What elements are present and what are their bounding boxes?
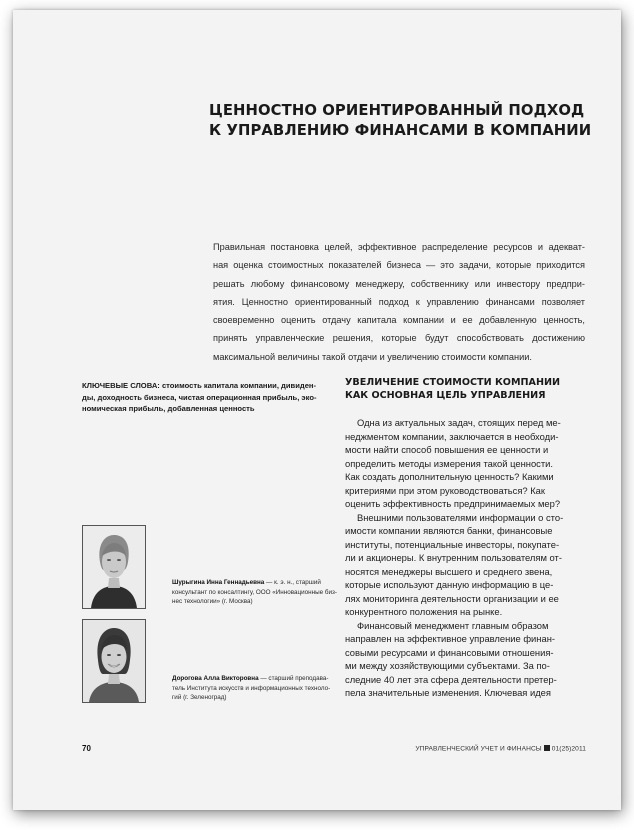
author-caption-1 xyxy=(172,578,352,607)
body-line: лях мониторинга деятельности организации и ее xyxy=(345,592,559,604)
author-caption-2 xyxy=(172,674,352,703)
section-heading-line: УВЕЛИЧЕНИЕ СТОИМОСТИ КОМПАНИИ xyxy=(345,377,561,388)
author-info: — к. э. н., старший xyxy=(264,579,321,586)
lead-line: ятия. Ценностно ориентированный подход к управлению финансами позволяет xyxy=(213,296,585,307)
author-photo-2 xyxy=(82,619,146,703)
body-line: имости компании являются банки, финансовые xyxy=(345,525,553,536)
author-portrait-icon xyxy=(83,526,145,608)
keywords-line: номическая прибыль, добавленная ценность xyxy=(82,404,255,413)
author-info: — старший преподава- xyxy=(258,675,329,682)
body-line: Финансовый менеджмент главным образом xyxy=(357,619,549,631)
journal-name: УПРАВЛЕНЧЕСКИЙ УЧЕТ И ФИНАНСЫ xyxy=(415,745,542,753)
square-bullet-icon xyxy=(544,745,550,751)
body-line: ми между хозяйствующими субъектами. За по- xyxy=(345,660,550,671)
lead-line: ная оценка стоимостных показателей бизнеса — это задачи, которые приходится xyxy=(213,260,585,271)
body-line: Внешними пользователями информации о сто- xyxy=(357,511,564,523)
body-line: Одна из актуальных задач, стоящих перед ме- xyxy=(357,417,561,428)
body-line: следние 40 лет эта сфера деятельности претер- xyxy=(345,673,557,685)
body-line: неджментом компании, заключается в необходи- xyxy=(345,430,559,442)
body-line: институты, потенциальные инвесторы, покупате- xyxy=(345,538,560,550)
article-title xyxy=(209,101,599,141)
author-info: нес технологии» (г. Москва) xyxy=(172,598,253,606)
author-name: Дорогова Алла Викторовна xyxy=(172,675,259,682)
keywords-line: ды, доходность бизнеса, чистая операционная прибыль, эко- xyxy=(82,392,317,402)
lead-line: своевременно оценить отдачу капитала компании и ее добавленную ценность, xyxy=(213,315,585,326)
body-line: определить методы измерения такой ценности. xyxy=(345,457,553,469)
article-title-line: К УПРАВЛЕНИЮ ФИНАНСАМИ В КОМПАНИИ xyxy=(209,122,592,139)
article-body xyxy=(345,416,585,700)
lead-line: решать любому финансовому менеджеру, собственнику или инвестору предпри- xyxy=(213,278,585,289)
body-line: конкурентного положения на рынке. xyxy=(345,606,503,617)
journal-issue: 01(25)2011 xyxy=(551,745,586,753)
body-line: носятся менеджеры высшего и среднего звена, xyxy=(345,565,553,577)
lead-line: принять управленческие решения, которые будут способствовать достижению xyxy=(213,333,585,344)
author-portrait-icon xyxy=(83,620,145,702)
section-heading xyxy=(345,376,595,402)
author-photo-1 xyxy=(82,525,146,609)
magazine-page xyxy=(13,10,621,810)
body-line: оценить эффективность предпринимаемых мер? xyxy=(345,498,561,509)
body-line: мости найти способ повышения ее ценности и xyxy=(345,444,549,455)
article-title-line: ЦЕННОСТНО ОРИЕНТИРОВАННЫЙ ПОДХОД xyxy=(209,102,585,119)
keywords-line: КЛЮЧЕВЫЕ СЛОВА: стоимость капитала компании, дивиден- xyxy=(82,381,317,390)
author-info: гий (г. Зеленоград) xyxy=(172,694,227,702)
page-number: 70 xyxy=(82,744,91,753)
section-heading-line: КАК ОСНОВНАЯ ЦЕЛЬ УПРАВЛЕНИЯ xyxy=(345,390,546,401)
keywords-block xyxy=(82,380,328,415)
body-line: которые используют данную информацию в це- xyxy=(345,579,554,590)
lead-line: максимальной величины такой отдачи и увеличению стоимости компании. xyxy=(213,351,532,362)
author-info: тель Института искусств и информационных техноло- xyxy=(172,684,331,692)
author-name: Шурыгина Инна Геннадьевна xyxy=(172,579,265,586)
article-lead xyxy=(213,238,585,366)
body-line: ли и акционеры. К внутренним пользователям от- xyxy=(345,552,562,563)
body-line: совыми ресурсами и финансовыми отношения- xyxy=(345,646,554,658)
lead-line: Правильная постановка целей, эффективное распределение ресурсов и адекват- xyxy=(213,242,585,252)
body-line: критериями при этом руководствоваться? Как xyxy=(345,484,545,496)
body-line: направлен на эффективное управление финан- xyxy=(345,633,555,644)
journal-footer xyxy=(415,745,586,753)
body-line: Как создать дополнительную ценность? Какими xyxy=(345,471,554,482)
body-line: пела значительные изменения. Ключевая идея xyxy=(345,687,551,698)
author-info: консультант по консалтингу, ООО «Инновационные биз- xyxy=(172,588,338,596)
